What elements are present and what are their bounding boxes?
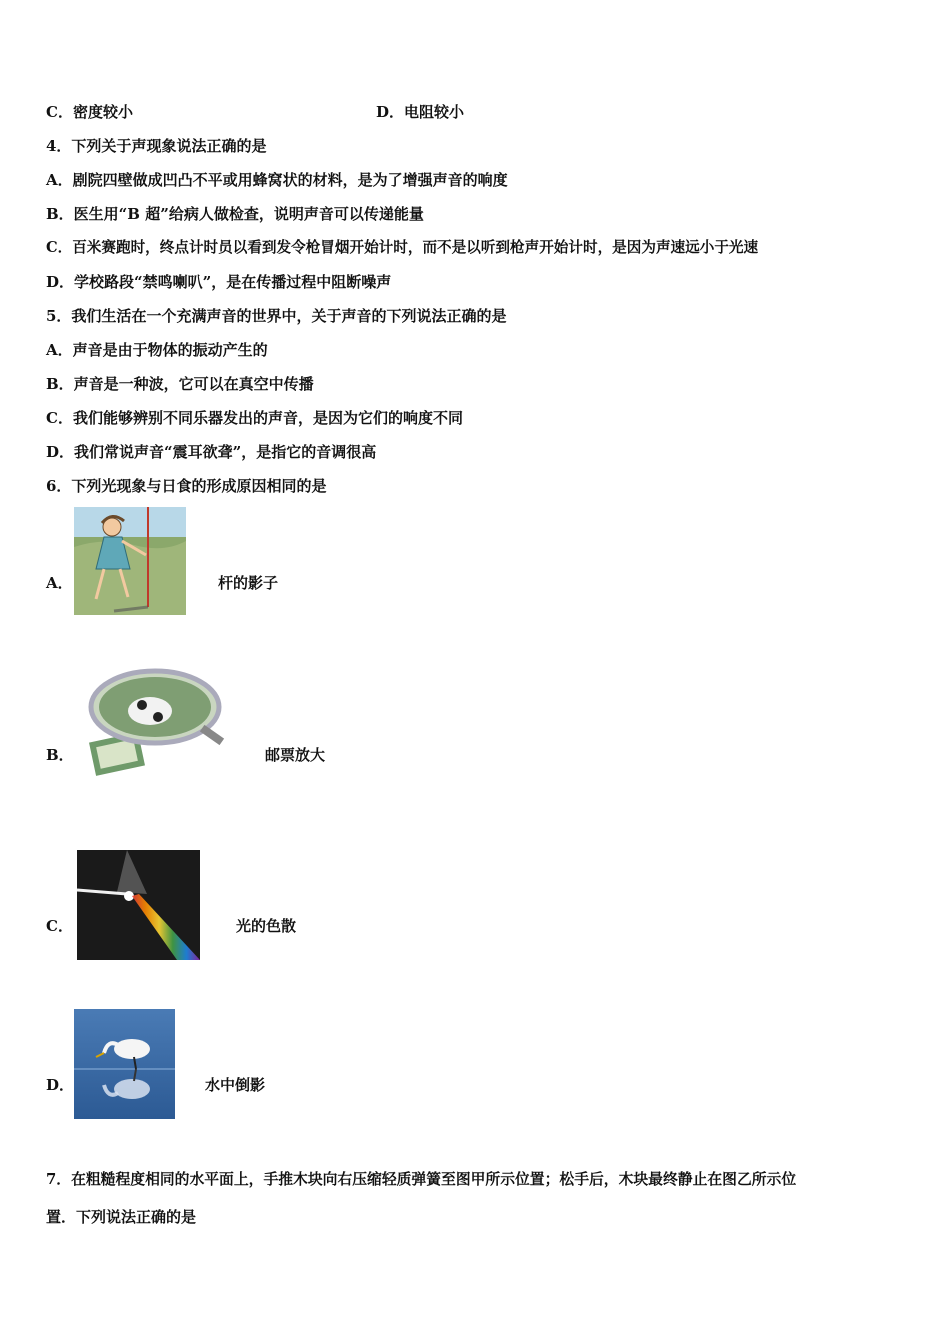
q6-option-d-label: D． — [46, 1076, 75, 1094]
q6-option-a-image — [74, 507, 186, 615]
q7-stem-line2: 置．下列说法正确的是 — [46, 1208, 197, 1226]
q6-option-c-label: C． — [46, 917, 73, 935]
q5-option-a: A．声音是由于物体的振动产生的 — [46, 341, 268, 359]
q6-option-c-caption: 光的色散 — [236, 917, 297, 935]
q3-option-d: D．电阻较小 — [376, 103, 465, 121]
q6-stem: 6．下列光现象与日食的形成原因相同的是 — [46, 477, 327, 495]
q6-option-b-label: B． — [46, 746, 74, 764]
q4-option-a: A．剧院四壁做成凹凸不平或用蜂窝状的材料，是为了增强声音的响度 — [46, 171, 508, 189]
q3-option-c: C．密度较小 — [46, 103, 133, 121]
q5-stem: 5．我们生活在一个充满声音的世界中，关于声音的下列说法正确的是 — [46, 307, 507, 325]
q4-stem: 4．下列关于声现象说法正确的是 — [46, 137, 267, 155]
q7-stem-line1: 7．在粗糙程度相同的水平面上，手推木块向右压缩轻质弹簧至图甲所示位置；松手后，木块最终静止在图乙所示位 — [46, 1171, 797, 1188]
q5-option-c: C．我们能够辨别不同乐器发出的声音，是因为它们的响度不同 — [46, 409, 463, 427]
q5-option-b: B．声音是一种波，它可以在真空中传播 — [46, 375, 314, 393]
q6-option-a-caption: 杆的影子 — [218, 574, 279, 592]
q6-option-d-image — [74, 1009, 175, 1119]
q5-option-d: D．我们常说声音“震耳欲聋”，是指它的音调很高 — [46, 443, 377, 461]
q4-option-d: D．学校路段“禁鸣喇叭”，是在传播过程中阻断噪声 — [46, 273, 392, 291]
q6-option-b-caption: 邮票放大 — [265, 746, 326, 764]
q6-option-b-image — [80, 665, 230, 780]
q6-option-a-label: A． — [46, 574, 73, 592]
q4-option-b: B．医生用“B 超”给病人做检查，说明声音可以传递能量 — [46, 205, 424, 223]
q6-option-c-image — [77, 850, 200, 960]
q4-option-c: C．百米赛跑时，终点计时员以看到发令枪冒烟开始计时，而不是以听到枪声开始计时，是因为声速远小于光速 — [46, 239, 759, 256]
q6-option-d-caption: 水中倒影 — [205, 1076, 266, 1094]
